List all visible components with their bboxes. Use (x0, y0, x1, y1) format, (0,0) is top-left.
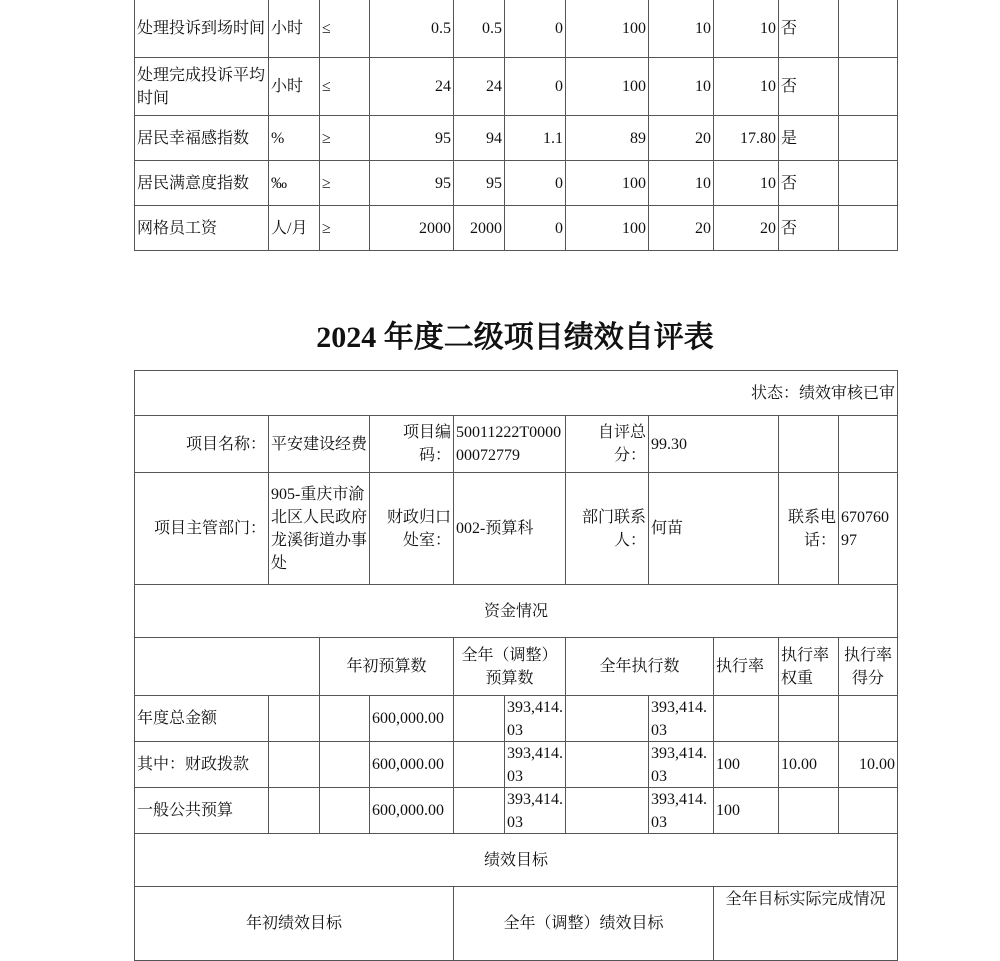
funds-rate (713, 695, 779, 742)
funds-header-text: 全年（调整）预算数 (461, 646, 558, 687)
indicator-v2 (453, 205, 505, 251)
indicator-unit (268, 160, 320, 206)
dept-value-text: 905-重庆市渝北区人民政府龙溪街道办事处 (271, 485, 368, 572)
funds-score (838, 741, 898, 788)
funds-weight-text: 10.00 (781, 756, 817, 773)
indicator-v4-text: 89 (630, 129, 646, 147)
indicator-op (319, 205, 370, 251)
funds-row-label (134, 787, 269, 834)
office-label (369, 472, 454, 585)
funds-score (838, 787, 898, 834)
indicator-v2 (453, 57, 505, 116)
goals-header (453, 886, 714, 961)
indicator-v1-text: 0.5 (431, 19, 451, 37)
indicator-v4-text: 100 (622, 174, 646, 192)
indicator-v6 (713, 160, 779, 206)
phone-value-text: 67076097 (841, 508, 889, 549)
indicator-flag (778, 160, 839, 206)
indicator-v1-text: 2000 (419, 219, 451, 237)
status-text-text: 状态：绩效审核已审 (750, 384, 895, 402)
funds-executed-text: 393,414.03 (651, 698, 707, 739)
indicator-v3 (504, 205, 566, 251)
indicator-v2 (453, 115, 505, 161)
blank-cell (453, 695, 505, 742)
indicator-name (134, 57, 269, 116)
phone-label (778, 472, 839, 585)
indicator-name-text: 处理完成投诉平均时间 (137, 66, 266, 107)
funds-rate-text: 100 (716, 756, 740, 773)
indicator-name (134, 115, 269, 161)
funds-adjusted-text: 393,414.03 (507, 698, 563, 739)
indicator-unit-text: 人/月 (271, 219, 308, 237)
indicator-op-text: ≥ (322, 129, 331, 147)
indicator-v2-text: 0.5 (482, 19, 502, 37)
indicator-unit (268, 205, 320, 251)
funds-executed (648, 787, 714, 834)
office-value-text: 002-预算科 (456, 520, 534, 537)
blank-cell (838, 415, 898, 473)
indicator-v5-text: 10 (695, 78, 711, 95)
office-label-text: 财政归口处室： (386, 508, 451, 549)
indicator-v6 (713, 57, 779, 116)
funds-row-label-text: 一般公共预算 (137, 802, 234, 819)
indicator-v2-text: 95 (486, 174, 502, 192)
indicator-v1 (369, 57, 454, 116)
indicator-v1-text: 95 (435, 174, 451, 192)
funds-header (453, 637, 566, 696)
indicator-unit (268, 0, 320, 58)
funds-adjusted-text: 393,414.03 (507, 790, 563, 831)
indicator-v3 (504, 0, 566, 58)
indicator-v5-text: 20 (695, 219, 711, 237)
funds-header (713, 637, 779, 696)
indicator-op-text: ≤ (322, 78, 331, 95)
indicator-v2 (453, 160, 505, 206)
project-name-label (134, 415, 269, 473)
funds-initial (369, 695, 454, 742)
project-name-label-text: 项目名称： (185, 435, 266, 453)
funds-adjusted (504, 695, 566, 742)
indicator-v6-text: 20 (760, 219, 776, 237)
indicator-flag-text: 否 (781, 174, 798, 192)
indicator-v5 (648, 160, 714, 206)
funds-rate (713, 787, 779, 834)
funds-score-text: 10.00 (859, 756, 895, 773)
indicator-v5-text: 10 (695, 174, 711, 192)
funds-header (319, 637, 454, 696)
blank-cell (453, 741, 505, 788)
indicator-flag-text: 否 (781, 78, 798, 95)
blank-cell (319, 787, 370, 834)
indicator-v1 (369, 0, 454, 58)
funds-executed-text: 393,414.03 (651, 744, 707, 785)
project-code-value (453, 415, 566, 473)
funds-initial-text: 600,000.00 (372, 802, 444, 819)
indicator-blank (838, 160, 898, 206)
funds-initial-text: 600,000.00 (372, 710, 444, 727)
blank-cell (268, 741, 320, 788)
goals-header (134, 886, 454, 961)
dept-label-text: 项目主管部门： (153, 520, 266, 537)
phone-value (838, 472, 898, 585)
goals-header-text: 全年目标实际完成情况 (725, 891, 886, 908)
funds-executed-text: 393,414.03 (651, 790, 707, 831)
indicator-unit (268, 57, 320, 116)
funds-header (778, 637, 839, 696)
funds-header-text: 执行率权重 (781, 646, 830, 687)
indicator-v4-text: 100 (622, 78, 646, 95)
indicator-v5 (648, 115, 714, 161)
indicator-v1 (369, 205, 454, 251)
indicator-name (134, 0, 269, 58)
indicator-flag (778, 0, 839, 58)
indicator-name-text: 居民幸福感指数 (137, 129, 250, 147)
indicator-v6 (713, 115, 779, 161)
office-value (453, 472, 566, 585)
goals-header-text: 年初绩效目标 (245, 915, 342, 932)
indicator-v4 (565, 0, 649, 58)
indicator-op-text: ≥ (322, 174, 331, 192)
indicator-v6-text: 10 (760, 174, 776, 192)
funds-executed (648, 695, 714, 742)
indicator-v1-text: 95 (435, 129, 451, 147)
indicator-v5-text: 20 (695, 129, 711, 147)
funds-adjusted-text: 393,414.03 (507, 744, 563, 785)
funds-rate-text: 100 (716, 802, 740, 819)
project-code-value-text: 50011222T000000072779 (456, 424, 562, 464)
indicator-op-text: ≥ (322, 219, 331, 237)
indicator-unit-text: ‰ (271, 174, 287, 192)
funds-initial (369, 741, 454, 788)
indicator-op (319, 57, 370, 116)
project-name-value (268, 415, 370, 473)
blank-cell (778, 415, 839, 473)
funds-weight (778, 695, 839, 742)
indicator-v4-text: 100 (622, 19, 646, 37)
funds-weight (778, 787, 839, 834)
indicator-v5 (648, 57, 714, 116)
funds-score (838, 695, 898, 742)
indicator-v6-text: 10 (760, 78, 776, 95)
indicator-v6-text: 17.80 (740, 129, 776, 147)
indicator-flag-text: 是 (781, 129, 798, 147)
funds-initial-text: 600,000.00 (372, 756, 444, 773)
blank-cell (134, 637, 320, 696)
indicator-flag (778, 115, 839, 161)
blank-cell (565, 787, 649, 834)
indicator-flag-text: 否 (781, 19, 798, 37)
project-code-label (369, 415, 454, 473)
indicator-v1 (369, 160, 454, 206)
indicator-v6 (713, 205, 779, 251)
indicator-name (134, 205, 269, 251)
funds-heading (134, 584, 898, 638)
indicator-v5 (648, 205, 714, 251)
indicator-name-text: 居民满意度指数 (137, 174, 250, 192)
indicator-v3-text: 0 (555, 174, 563, 192)
blank-cell (565, 741, 649, 788)
blank-cell (268, 787, 320, 834)
funds-header (838, 637, 898, 696)
funds-adjusted (504, 787, 566, 834)
indicator-v4 (565, 205, 649, 251)
funds-rate (713, 741, 779, 788)
goals-heading (134, 833, 898, 887)
contact-label-text: 部门联系人： (581, 508, 646, 549)
project-code-label-text: 项目编码： (402, 424, 451, 464)
indicator-name-text: 处理投诉到场时间 (137, 19, 266, 37)
indicator-v4-text: 100 (622, 219, 646, 237)
funds-executed (648, 741, 714, 788)
indicator-unit-text: % (271, 129, 285, 147)
indicator-v3 (504, 115, 566, 161)
indicator-v3-text: 0 (555, 219, 563, 237)
indicator-v1-text: 24 (435, 78, 451, 95)
funds-header-text: 全年执行数 (599, 658, 680, 675)
indicator-blank (838, 205, 898, 251)
indicator-name-text: 网格员工资 (137, 219, 218, 237)
indicator-v3 (504, 57, 566, 116)
indicator-v3-text: 0 (555, 78, 563, 95)
indicator-blank (838, 0, 898, 58)
indicator-flag-text: 否 (781, 219, 798, 237)
indicator-blank (838, 115, 898, 161)
indicator-flag (778, 57, 839, 116)
indicator-blank (838, 57, 898, 116)
funds-header-text: 执行率 (716, 658, 765, 675)
funds-row-label-text: 其中：财政拨款 (137, 756, 250, 773)
page-title: 2024 年度二级项目绩效自评表 (316, 321, 714, 354)
funds-header-text: 年初预算数 (346, 658, 427, 675)
indicator-flag (778, 205, 839, 251)
blank-cell (319, 741, 370, 788)
blank-cell (565, 695, 649, 742)
score-label (565, 415, 649, 473)
blank-cell (453, 787, 505, 834)
goals-header-text: 全年（调整）绩效目标 (503, 915, 664, 932)
score-label-text: 自评总分： (597, 424, 646, 464)
indicator-v4 (565, 57, 649, 116)
indicator-v3 (504, 160, 566, 206)
indicator-unit-text: 小时 (271, 19, 304, 37)
indicator-v2-text: 94 (486, 129, 502, 147)
funds-adjusted (504, 741, 566, 788)
indicator-op (319, 0, 370, 58)
blank-cell (319, 695, 370, 742)
score-value-text: 99.30 (651, 435, 687, 453)
funds-initial (369, 787, 454, 834)
goals-heading-text: 绩效目标 (483, 851, 548, 869)
dept-value (268, 472, 370, 585)
indicator-v6-text: 10 (760, 19, 776, 37)
funds-header (565, 637, 714, 696)
indicator-v1 (369, 115, 454, 161)
funds-header-text: 执行率得分 (843, 646, 892, 687)
indicator-unit-text: 小时 (271, 78, 304, 95)
score-value (648, 415, 779, 473)
indicator-name (134, 160, 269, 206)
funds-row-label (134, 741, 269, 788)
blank-cell (268, 695, 320, 742)
funds-weight (778, 741, 839, 788)
indicator-v5 (648, 0, 714, 58)
indicator-v5-text: 10 (695, 19, 711, 37)
indicator-v6 (713, 0, 779, 58)
indicator-v3-text: 1.1 (543, 129, 563, 147)
indicator-v2-text: 2000 (470, 219, 502, 237)
indicator-v4 (565, 160, 649, 206)
indicator-op (319, 160, 370, 206)
phone-label-text: 联系电话： (787, 508, 836, 549)
indicator-v2-text: 24 (486, 78, 502, 95)
project-name-value-text: 平安建设经费 (271, 435, 368, 453)
contact-label (565, 472, 649, 585)
indicator-unit (268, 115, 320, 161)
indicator-v2 (453, 0, 505, 58)
status-text (134, 370, 898, 416)
dept-label (134, 472, 269, 585)
funds-row-label-text: 年度总金额 (137, 710, 218, 727)
funds-heading-text: 资金情况 (483, 602, 548, 620)
indicator-v4 (565, 115, 649, 161)
contact-value-text: 何苗 (651, 520, 684, 537)
indicator-op-text: ≤ (322, 19, 331, 37)
contact-value (648, 472, 779, 585)
indicator-v3-text: 0 (555, 19, 563, 37)
funds-row-label (134, 695, 269, 742)
goals-header (713, 886, 898, 961)
indicator-op (319, 115, 370, 161)
